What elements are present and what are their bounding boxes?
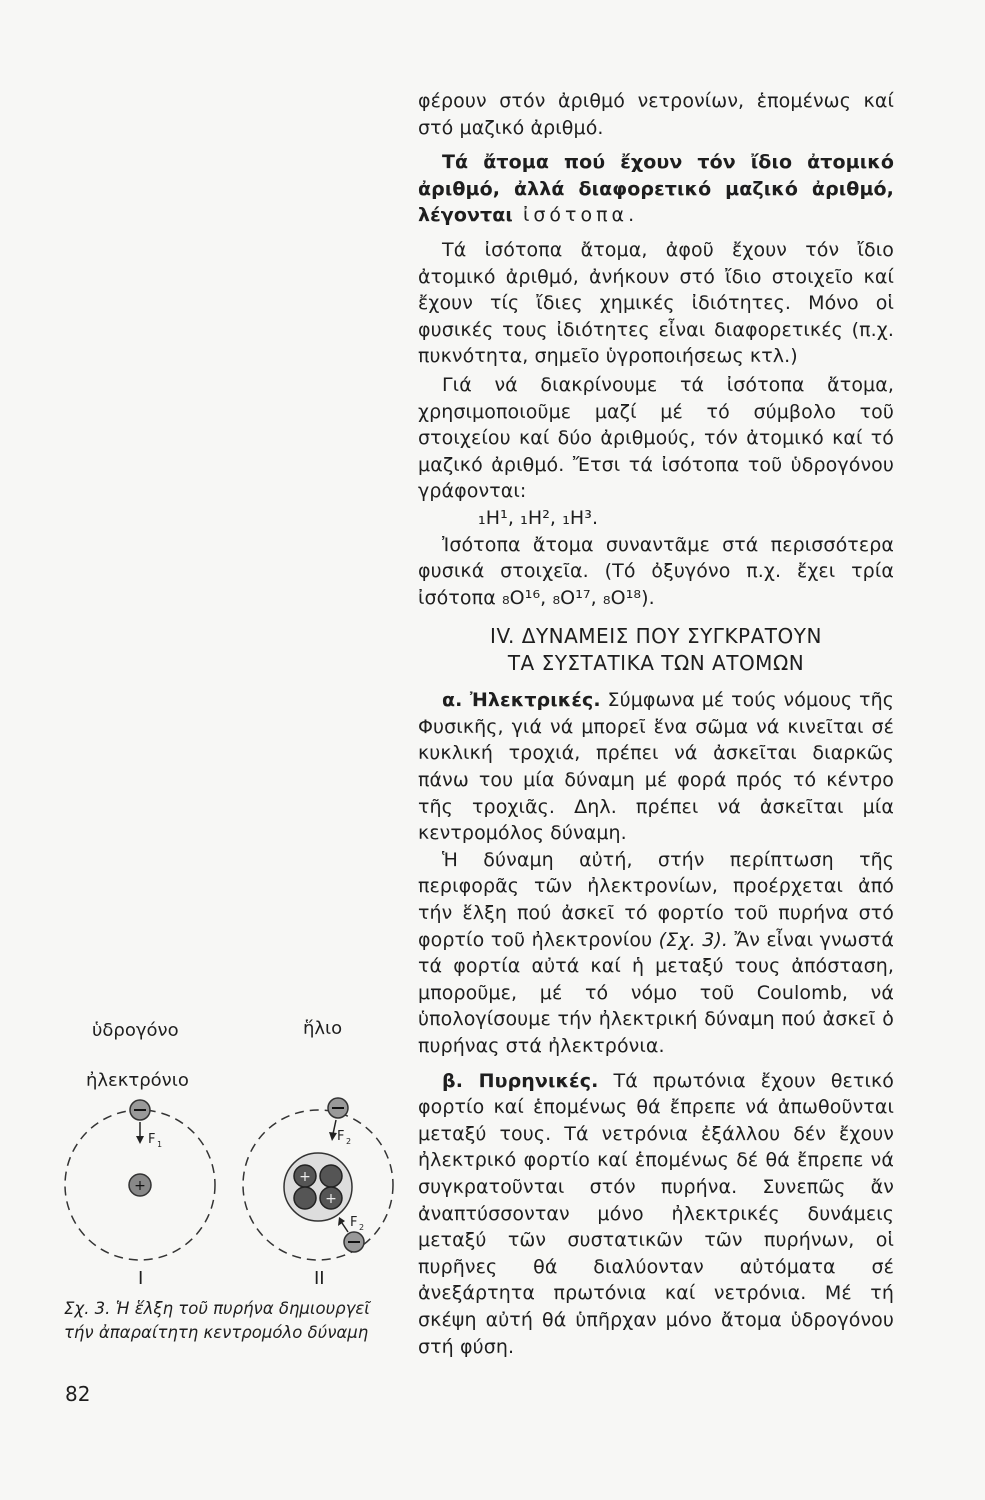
force-label-f1-sub: 1 <box>157 1140 163 1149</box>
paragraph-nuclear-forces <box>418 1068 894 1361</box>
roman-numeral-2: II <box>314 1268 325 1289</box>
paragraph-isotope-notation: Γιά νά διακρίνουμε τά ἰσότοπα ἄτομα, χρησιμοποιοῦμε μαζί μέ τό σύμβολο τοῦ στοιχείου καί δύο ἀριθμούς, τόν ἀτομικό καί τό μαζικό ἀριθμό. Ἔτσι τά ἰσότοπα τοῦ ὑδρογόνου γράφονται: <box>418 373 894 503</box>
paragraph-natural-isotopes: Ἰσότοπα ἄτομα συναντᾶμε στά περισσότερα φυσικά στοιχεῖα. (Τό ὀξυγόνο π.χ. ἔχει τρία ἰσότοπα ₈O¹⁶, ₈O¹⁷, ₈O¹⁸). <box>418 533 894 609</box>
isotope-term: ἰσότοπα. <box>512 204 639 227</box>
coulomb-text-a: Ἡ δύναμη αὐτή, στήν περίπτωση τῆς περιφορᾶς τῶν ἠλεκτρονίων, προέρχεται ἀπό τήν ἕλξη πού ἀσκεῖ τό φορτίο τοῦ πυρήνα στό φορτίο τοῦ ἠλεκτρονίου <box>418 848 894 951</box>
isotope-definition <box>418 149 894 229</box>
page-number: 82 <box>65 1382 91 1406</box>
paragraph-isotope-properties: Τά ἰσότοπα ἄτομα, ἀφοῦ ἔχουν τόν ἴδιο ἀτομικό ἀριθμό, ἀνήκουν στό ἴδιο στοιχεῖο καί ἔχουν τίς ἴδιες χημικές ἰδιότητες. Μόνο οἱ φυσικές τους ἰδιότητες εἶναι διαφορετικές (π.χ. πυκνότητα, σημεῖο ὑγροποιήσεως κτλ.) <box>418 238 894 368</box>
figure-reference: (Σχ. 3). <box>652 928 729 951</box>
helium-atom <box>243 1098 393 1260</box>
electric-forces-text: Σύμφωνα μέ τούς νόμους τῆς Φυσικῆς, γιά νά μπορεῖ ἕνα σῶμα νά κινεῖται σέ κυκλική τροχιά, πρέπει νά ἀσκεῖται διαρκῶς πάνω του μία δύναμη μέ φορά πρός τό κέντρο τῆς τροχιᾶς. Δηλ. πρέπει νά ἀσκεῖται μία κεντρομόλος δύναμη. <box>418 689 894 845</box>
electric-forces-title: α. Ἠλεκτρικές. <box>442 689 601 712</box>
section-heading <box>418 623 894 677</box>
atom-figure <box>50 1080 410 1290</box>
proton-plus-icon: + <box>134 1178 146 1194</box>
roman-numeral-1: I <box>138 1268 144 1289</box>
caption-prefix: Σχ. 3. <box>64 1299 111 1318</box>
proton-plus-icon: + <box>299 1169 311 1185</box>
force-arrow-f2-bottom <box>342 1223 348 1232</box>
force-label-f2-bottom: F <box>350 1215 358 1230</box>
helium-nucleus-shell <box>284 1153 352 1221</box>
hydrogen-atom <box>65 1100 215 1260</box>
nuclear-forces-title: β. Πυρηνικές. <box>442 1069 599 1092</box>
force-label-f2-top: F <box>337 1129 345 1144</box>
paragraph-coulomb <box>418 847 894 1060</box>
section-heading-line2: ΤΑ ΣΥΣΤΑΤΙΚΑ ΤΩΝ ΑΤΟΜΩΝ <box>507 651 805 676</box>
force-arrowhead-f1 <box>136 1136 144 1144</box>
force-label-f2-top-sub: 2 <box>346 1137 352 1146</box>
nucleon <box>320 1165 342 1187</box>
label-electron: ἠλεκτρόνιο <box>86 1070 189 1091</box>
figure-caption <box>64 1297 404 1345</box>
proton-plus-icon: + <box>325 1191 337 1207</box>
paragraph-electric-forces <box>418 687 894 847</box>
force-arrowhead-f2-top <box>329 1132 337 1141</box>
label-hydrogen: ὑδρογόνο <box>92 1020 179 1041</box>
text-column <box>418 88 894 1360</box>
paragraph-continuation: φέρουν στόν ἀριθμό νετρονίων, ἑπομένως καί στό μαζικό ἀριθμό. <box>418 90 894 139</box>
isotope-definition-text: Τά ἄτομα πού ἔχουν τόν ἴδιο ἀτομικό ἀριθμό, ἀλλά διαφορετικό μαζικό ἀριθμό, λέγονται <box>418 151 894 227</box>
coulomb-text-b: Ἄν εἶναι γνωστά τά φορτία αὐτά καί ἡ μεταξύ τους ἀπόσταση, μποροῦμε, μέ τό νόμο τοῦ Coulomb, νά ὑπολογίσουμε τήν ἠλεκτρική δύναμη πού ἀσκεῖ ὁ πυρήνας στά ἠλεκτρόνια. <box>418 928 894 1057</box>
section-heading-line1: IV. ΔΥΝΑΜΕΙΣ ΠΟΥ ΣΥΓΚΡΑΤΟΥΝ <box>490 624 822 649</box>
nucleon <box>294 1187 316 1209</box>
force-label-f1: F <box>148 1132 156 1147</box>
label-helium: ἥλιο <box>303 1018 343 1039</box>
force-arrow-f2-top <box>333 1120 336 1134</box>
hydrogen-isotopes-formula: ₁H¹, ₁H², ₁H³. <box>478 506 599 529</box>
force-label-f2-bottom-sub: 2 <box>359 1223 365 1232</box>
nuclear-forces-text: Τά πρωτόνια ἔχουν θετικό φορτίο καί ἑπομένως θά ἔπρεπε νά ἀπωθοῦνται μεταξύ τους. Τά νετρόνια ἐξάλλου δέν ἔχουν ἠλεκτρικό φορτίο καί ἑπομένως δέ θά ἔπρεπε νά συγκρατοῦνται στόν πυρήνα. Συνεπῶς ἄν ἀναπτύσσονταν μόνο ἠλεκτρικές δυνάμεις μεταξύ τῶν συστατικῶν τῶν πυρήνων, οἱ πυρῆνες θά διαλύονταν αὐτόματα σέ ἀνεξάρτητα πρωτόνια καί νετρόνια. Μέ τή σκέψη αὐτή θά ὑπῆρχαν μόνο ἄτομα ὑδρογόνου στή φύση. <box>418 1069 894 1358</box>
caption-text: Ἡ ἕλξη τοῦ πυρήνα δημιουργεῖ τήν ἀπαραίτητη κεντρομόλο δύναμη <box>64 1299 370 1342</box>
